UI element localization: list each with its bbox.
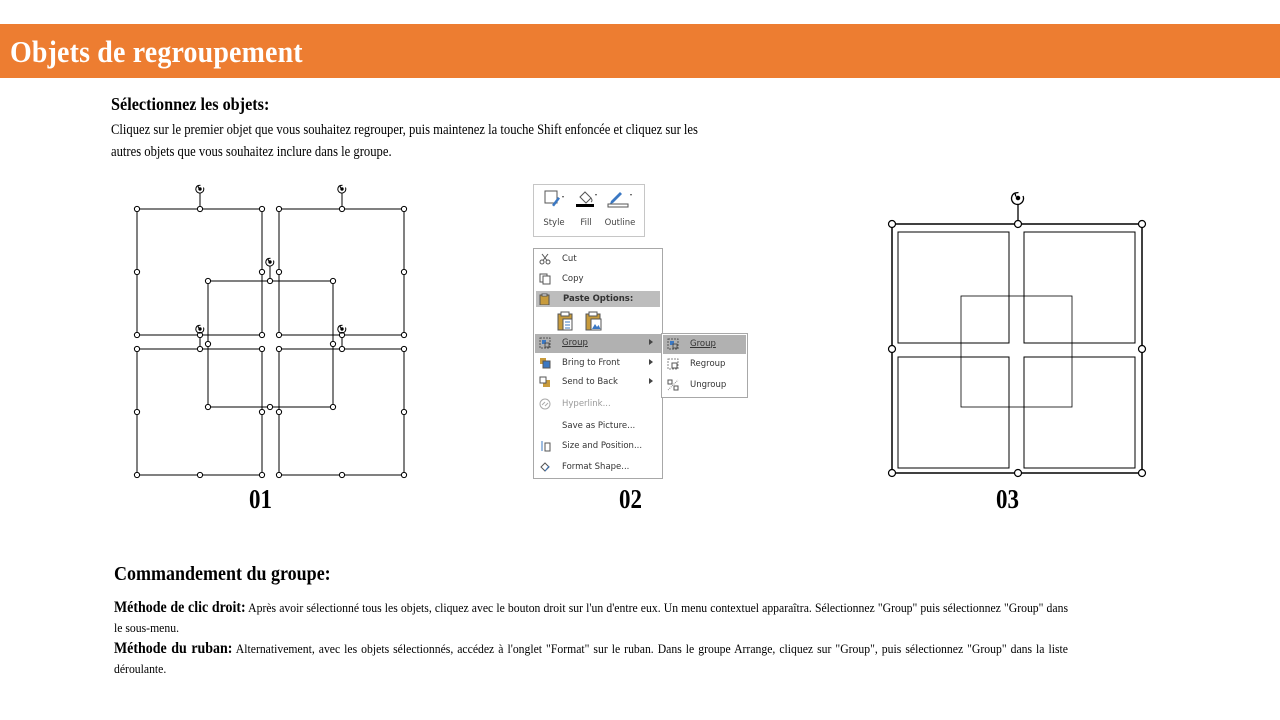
ribbon-method-body: Alternativement, avec les objets sélectionnés, accédez à l'onglet "Format" sur le ruban. Dans le groupe Arrange, cliquez sur "Group", puis sélectionnez "Group" dans la liste déroulante. — [114, 641, 1069, 676]
group-selection-handles[interactable] — [889, 221, 1146, 477]
top-right-square[interactable] — [279, 209, 404, 335]
title-banner — [0, 24, 1280, 78]
ribbon-method — [114, 639, 1068, 679]
submenu-arrow-icon — [649, 339, 653, 345]
paint-bucket-icon — [573, 188, 599, 208]
submenu-item-ungroup[interactable] — [663, 376, 746, 395]
center-square[interactable] — [208, 281, 333, 407]
copy-icon — [539, 273, 551, 285]
scissors-icon — [539, 253, 551, 265]
menu-item-copy-label: Copy — [562, 274, 584, 284]
menu-item-size-and-position-label: Size and Position... — [562, 441, 643, 451]
figure-03-grouped-shapes — [882, 186, 1154, 486]
selection-handles[interactable] — [134, 206, 406, 477]
fill-label: Fill — [580, 218, 592, 228]
paste-picture-icon — [586, 312, 601, 330]
right-click-method-title: Méthode de clic droit: — [114, 599, 246, 616]
context-menu — [533, 248, 663, 479]
submenu-item-regroup-label: Regroup — [690, 359, 726, 369]
bring-to-front-icon — [539, 357, 551, 369]
group-bounding-box[interactable] — [892, 224, 1142, 473]
right-click-method — [114, 598, 1068, 638]
submenu-arrow-icon — [649, 359, 653, 365]
figure-01-selected-shapes — [125, 180, 420, 485]
menu-item-cut-label: Cut — [562, 254, 577, 264]
submenu-item-group-label: Group — [690, 339, 716, 349]
outline-label: Outline — [604, 218, 636, 228]
menu-item-group[interactable] — [535, 334, 661, 353]
menu-item-bring-to-front-label: Bring to Front — [562, 358, 620, 368]
right-click-method-body: Après avoir sélectionné tous les objets, cliquez avec le bouton droit sur l'un d'entre eux. Un menu contextuel apparaîtra. Sélectionnez "Group" puis sélectionnez "Group" dans le sous-menu. — [114, 600, 1068, 635]
menu-item-format-shape[interactable] — [535, 458, 661, 477]
bottom-right-square[interactable] — [279, 349, 404, 475]
command-heading: Commandement du groupe: — [114, 563, 331, 585]
format-shape-icon — [539, 461, 551, 473]
submenu-item-regroup[interactable] — [663, 355, 746, 374]
select-heading: Sélectionnez les objets: — [111, 94, 270, 114]
page-title: Objets de regroupement — [10, 34, 303, 69]
top-left-square[interactable] — [137, 209, 262, 335]
shape-style-icon — [541, 188, 567, 208]
style-button[interactable] — [538, 188, 570, 232]
bottom-left-square[interactable] — [137, 349, 262, 475]
rotate-icon[interactable] — [1012, 193, 1024, 205]
menu-item-save-as-picture[interactable] — [535, 417, 661, 436]
ribbon-method-title: Méthode du ruban: — [114, 640, 233, 657]
menu-item-group-label: Group — [562, 338, 588, 348]
menu-item-size-and-position[interactable] — [535, 437, 661, 456]
ungroup-icon — [667, 379, 679, 391]
paste-keep-formatting-icon — [558, 312, 572, 330]
submenu-arrow-icon — [649, 378, 653, 384]
size-position-icon — [539, 440, 551, 452]
menu-item-save-as-picture-label: Save as Picture... — [562, 421, 636, 431]
paste-options-header — [536, 291, 660, 307]
style-label: Style — [543, 218, 565, 228]
paste-options-label: Paste Options: — [563, 294, 634, 304]
menu-item-hyperlink[interactable] — [535, 395, 661, 414]
menu-item-bring-to-front[interactable] — [535, 354, 661, 373]
select-body: Cliquez sur le premier objet que vous souhaitez regrouper, puis maintenez la touche Shift enfoncée et cliquez sur les autres objets que vous souhaitez inclure dans le groupe. — [111, 122, 698, 160]
group-icon — [667, 338, 679, 350]
group-icon — [539, 337, 551, 349]
outline-button[interactable] — [604, 188, 636, 232]
pen-outline-icon — [605, 188, 635, 208]
paste-option-icons[interactable] — [556, 310, 608, 332]
fill-button[interactable] — [570, 188, 602, 232]
clipboard-icon — [539, 293, 551, 305]
rotate-icons[interactable] — [196, 185, 346, 333]
figure-01-label: 01 — [249, 484, 272, 514]
send-to-back-icon — [539, 376, 551, 388]
hyperlink-icon — [539, 398, 551, 410]
menu-item-cut[interactable] — [535, 250, 661, 269]
format-ribbon-group — [533, 184, 645, 237]
menu-item-copy[interactable] — [535, 270, 661, 289]
menu-item-send-to-back-label: Send to Back — [562, 377, 618, 387]
submenu-item-ungroup-label: Ungroup — [690, 380, 727, 390]
submenu-item-group[interactable] — [663, 335, 746, 354]
regroup-icon — [667, 358, 679, 370]
group-submenu — [661, 333, 748, 398]
menu-item-hyperlink-label: Hyperlink... — [562, 399, 611, 409]
menu-item-send-to-back[interactable] — [535, 373, 661, 392]
menu-item-format-shape-label: Format Shape... — [562, 462, 630, 472]
figure-02-label: 02 — [619, 484, 642, 514]
figure-03-label: 03 — [996, 484, 1019, 514]
